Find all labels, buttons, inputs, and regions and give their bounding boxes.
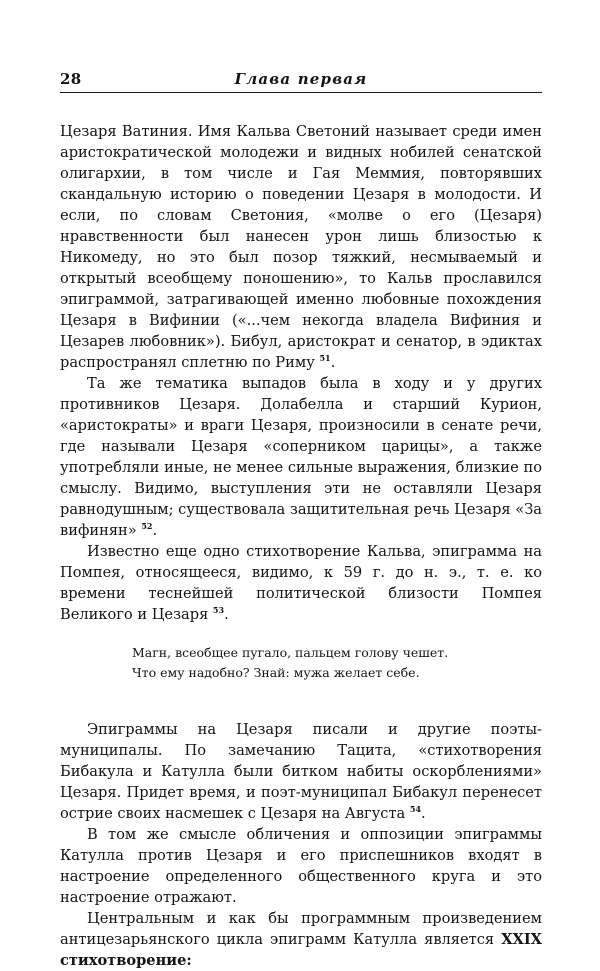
footnote-ref: 52 (141, 521, 153, 532)
paragraph-text: Цезаря Ватиния. Имя Кальва Светоний называет среди имен аристократической молодежи и видных нобилей сенатской олигархии, в том числе и Гая Меммия, повторявших скандальную историю о поведении Цезаря в молодости. И если, по словам Светония, «молве о его (Цезаря) нравственности был нанесен урон лишь близостью к Никомеду, но это был позор тяжкий, несмываемый и открытый всеобщему поношению», то Кальв прославился эпиграммой, затрагивающей именно любовные похождения Цезаря в Вифинии («...чем некогда владела Вифиния и Цезарев любовник»). Бибул, аристократ и сенатор, в эдиктах распространял сплетню по Риму (60, 123, 542, 371)
chapter-title: Глава первая (234, 70, 368, 88)
paragraph (60, 908, 542, 971)
paragraph: Та же тематика выпадов была в ходу и у других противников Цезаря. Долабелла и старший Курион, «аристократы» и враги Цезаря, произносили в сенате речи, где называли Цезаря «соперником царицы», а также употребляли иные, не менее сильные выражения, близкие по смыслу. Видимо, выступления эти не оставляли Цезаря равнодушным; существовала защитительная речь Цезаря «За вифинян» $^{52}$. (60, 375, 542, 539)
footnote-ref: 54 (409, 804, 422, 815)
running-header (60, 66, 542, 93)
book-page (60, 66, 542, 971)
poem-reference: XXIX стихотворение: (60, 931, 542, 969)
paragraph: Цезаря Ватиния. Имя Кальва Светоний называет среди имен аристократической молодежи и видных нобилей сенатской олигархии, в том числе и Гая Меммия, повторявших скандальную историю о поведении Цезаря в молодости. И если, по словам Светония, «молве о его (Цезаря) нравственности был нанесен урон лишь близостью к Никомеду, но это был позор тяжкий, несмываемый и открытый всеобщему поношению», то Кальв прославился эпиграммой, затрагивающей именно любовные похождения Цезаря в Вифинии («...чем некогда владела Вифиния и Цезарев любовник»). Бибул, аристократ и сенатор, в эдиктах распространял сплетню по Риму $^{51}$. (60, 123, 542, 371)
body-text (60, 121, 542, 971)
paragraph-text: Та же тематика выпадов была в ходу и у других противников Цезаря. Долабелла и старший Курион, «аристократы» и враги Цезаря, произносили в сенате речи, где называли Цезаря «соперником царицы», а также употребляли иные, не менее сильные выражения, близкие по смыслу. Видимо, выступления эти не оставляли Цезаря равнодушным; существовала защитительная речь Цезаря «За вифинян» (60, 375, 542, 539)
epigram-poem (132, 643, 542, 683)
page-number: 28 (60, 70, 82, 88)
paragraph (60, 824, 542, 908)
footnote-ref: 51 (319, 353, 331, 364)
paragraph-text: Эпиграммы на Цезаря писали и другие поэты-муниципалы. По замечанию Тацита, «стихотворения Бибакула и Катулла были битком набиты оскорблениями» Цезаря. Придет время, и поэт-муниципал Бибакул перенесет острие своих насмешек с Цезаря на Августа (60, 721, 542, 822)
paragraph-text: В том же смысле обличения и оппозиции эпиграммы Катулла против Цезаря и его приспешников входят в настроение определенного общественного круга и это настроение отражают. (60, 826, 542, 906)
paragraph-text: Центральным и как бы программным произведением антицезарьянского цикла эпиграмм Катулла является (60, 910, 542, 948)
poem-line: Магн, всеобщее пугало, пальцем голову чешет. (132, 645, 449, 660)
paragraph: Эпиграммы на Цезаря писали и другие поэты-муниципалы. По замечанию Тацита, «стихотворения Бибакула и Катулла были битком набиты оскорблениями» Цезаря. Придет время, и поэт-муниципал Бибакул перенесет острие своих насмешек с Цезаря на Августа $^{54}$. (60, 721, 542, 822)
paragraph-text: Известно еще одно стихотворение Кальва, эпиграмма на Помпея, относящееся, видимо, к 59 г. до н. э., т. е. ко времени теснейшей политической близости Помпея Великого и Цезаря (60, 543, 542, 623)
footnote-ref: 53 (212, 605, 225, 616)
paragraph: Известно еще одно стихотворение Кальва, эпиграмма на Помпея, относящееся, видимо, к 59 г. до н. э., т. е. ко времени теснейшей политической близости Помпея Великого и Цезаря $^{53}$. (60, 543, 542, 623)
poem-line: Что ему надобно? Знай: мужа желает себе. (132, 665, 420, 680)
